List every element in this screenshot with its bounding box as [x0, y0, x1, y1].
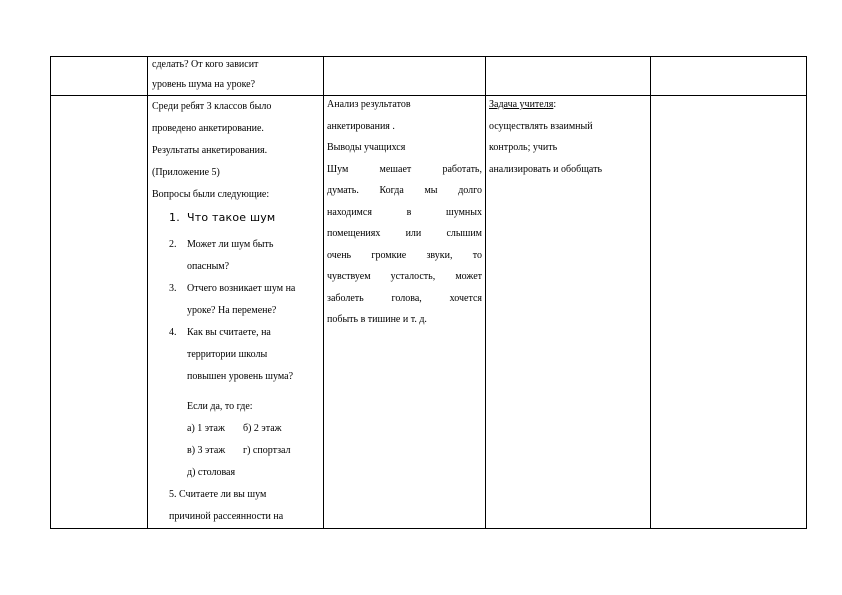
text-line: Результаты анкетирования.: [152, 145, 268, 156]
option-b: б) 2 этаж: [243, 423, 282, 434]
option-v: в) 3 этаж: [187, 445, 226, 456]
option-row: [187, 418, 319, 440]
text-line: анкетирования .: [327, 120, 395, 132]
text-line: сделать? От кого зависит: [152, 59, 259, 70]
task-heading: [489, 94, 647, 116]
text-line: (Приложение 5): [152, 167, 220, 178]
text-line: заболеть голова, хочется: [327, 292, 482, 304]
text-line: находимся в шумных: [327, 206, 482, 218]
table-cell: [651, 57, 807, 96]
table-cell: [148, 57, 324, 96]
option-row: [187, 440, 319, 462]
table-cell-questions: [148, 96, 324, 529]
task-label: Задача учителя: [489, 99, 554, 110]
list-item: [152, 322, 319, 388]
list-number: 3.: [169, 283, 177, 294]
answer-options: [152, 396, 319, 484]
text-line: Анализ результатов: [327, 99, 411, 110]
list-number: 2.: [169, 239, 177, 250]
list-item: [152, 234, 319, 278]
table-row: [51, 57, 807, 96]
text-line: помещениях или слышим: [327, 228, 482, 239]
text-line: думать. Когда мы долго: [327, 185, 482, 196]
text-line: побыть в тишине и т. д.: [327, 314, 427, 325]
question-text: Как вы считаете, на: [187, 327, 271, 338]
question-list: [152, 206, 319, 388]
text-line: Среди ребят 3 классов было: [152, 101, 272, 112]
task-colon: :: [553, 99, 557, 110]
table-cell: [51, 96, 148, 529]
question-text: 5. Считаете ли вы шум: [169, 489, 267, 500]
question-text: Отчего возникает шум на: [187, 283, 296, 294]
table-cell: [51, 57, 148, 96]
option-g: г) спортзал: [243, 445, 291, 456]
question-text: уроке? На перемене?: [187, 305, 277, 316]
if-yes-text: Если да, то где:: [187, 401, 253, 412]
text-line: очень громкие звуки, то: [327, 249, 482, 261]
question-text: опасным?: [187, 261, 230, 272]
option-d: д) столовая: [187, 467, 236, 478]
question-text: причиной рассеянности на: [169, 511, 284, 522]
text-line: уровень шума на уроке?: [152, 79, 256, 90]
text-line: чувствуем усталость, может: [327, 271, 482, 282]
text-line: Вопросы были следующие:: [152, 189, 270, 200]
table-cell-teacher-task: [486, 96, 651, 529]
list-item: [152, 206, 319, 230]
text-line: осуществлять взаимный: [489, 120, 593, 132]
text-line: анализировать и обобщать: [489, 163, 602, 175]
question-text: территории школы: [187, 349, 268, 360]
question-text: повышен уровень шума?: [187, 371, 294, 382]
table-cell: [324, 57, 486, 96]
option-a: а) 1 этаж: [187, 423, 225, 434]
list-item: [152, 278, 319, 322]
question-text: Может ли шум быть: [187, 239, 274, 250]
list-number: 1.: [169, 211, 180, 224]
table-cell: [651, 96, 807, 529]
table-cell-analysis: [324, 96, 486, 529]
table-cell: [486, 57, 651, 96]
text-line: контроль; учить: [489, 142, 558, 153]
text-line: проведено анкетирование.: [152, 123, 264, 134]
text-line: Выводы учащихся: [327, 142, 406, 153]
lesson-plan-table: [50, 56, 807, 529]
question-text: Что такое шум: [187, 211, 276, 224]
table-row: [51, 96, 807, 529]
list-number: 4.: [169, 327, 177, 338]
text-line: Шум мешает работать,: [327, 163, 482, 175]
